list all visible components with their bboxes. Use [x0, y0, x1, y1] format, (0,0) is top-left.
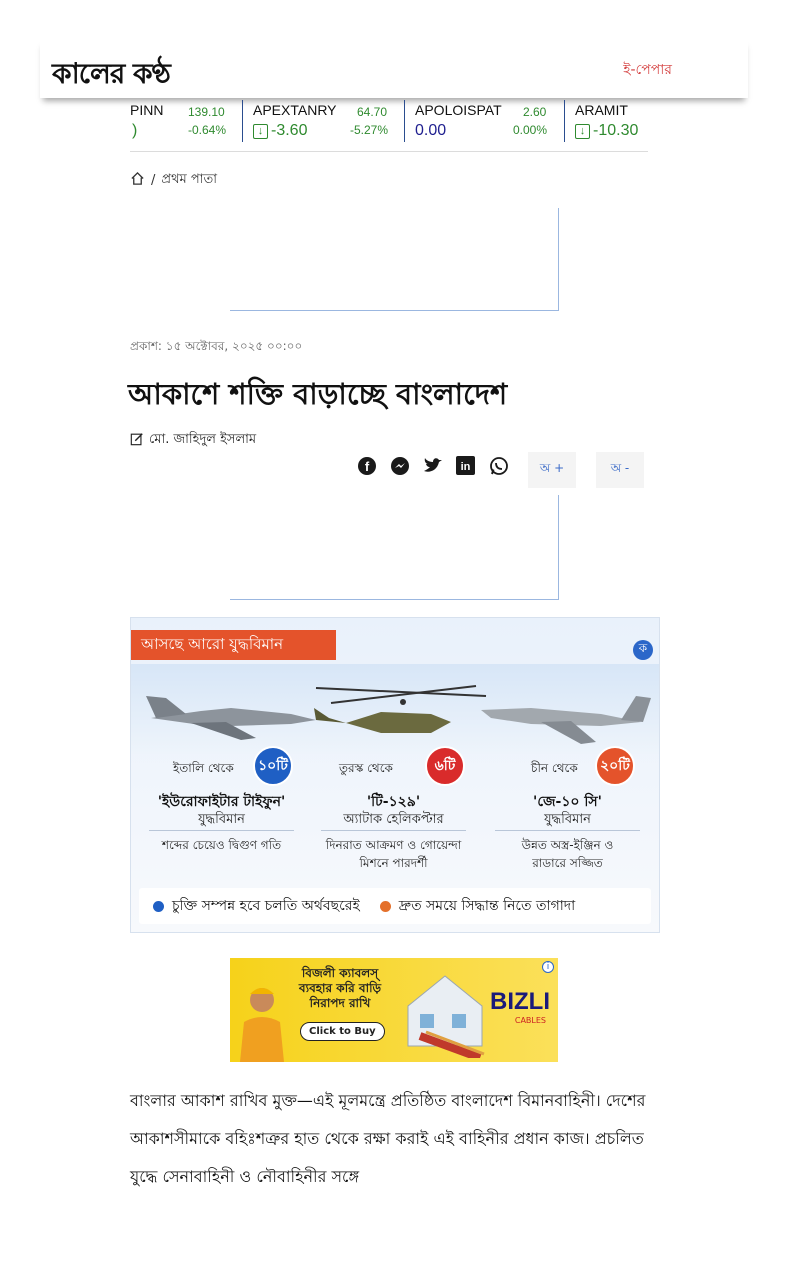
author-line: [130, 430, 256, 451]
ad-brand: BIZLI: [490, 988, 550, 1015]
home-icon[interactable]: [130, 171, 145, 190]
aircraft-feature: দিনরাত আক্রমণ ও গোয়েন্দা মিশনে পারদর্শী: [325, 838, 462, 870]
ticker-divider: [404, 100, 405, 142]
aircraft-feature: শব্দের চেয়েও দ্বিগুণ গতি: [161, 838, 282, 852]
stock-ticker: [130, 98, 648, 152]
arrow-down-icon: ↓: [575, 124, 590, 139]
quantity-badge: ৬টি: [425, 746, 465, 786]
epaper-link[interactable]: ই-পেপার: [623, 62, 672, 78]
ticker-item[interactable]: [415, 98, 565, 148]
aircraft-type: যুদ্ধবিমান: [544, 812, 591, 827]
breadcrumb-separator: /: [151, 173, 156, 188]
click-to-buy-button[interactable]: Click to Buy: [300, 1022, 385, 1041]
ticker-item[interactable]: [575, 98, 648, 148]
ticker-divider: [242, 100, 243, 142]
source-country: চীন থেকে: [531, 761, 578, 775]
bizli-cables-ad[interactable]: [230, 958, 558, 1062]
publish-date: প্রকাশ: ১৫ অক্টোবর, ২০২৫ ০০:০০: [130, 339, 303, 353]
article-headline: আকাশে শক্তি বাড়াচ্ছে বাংলাদেশ: [128, 377, 508, 411]
edit-icon: [130, 432, 144, 450]
author-name[interactable]: মো. জাহিদুল ইসলাম: [149, 432, 257, 447]
quantity-badge: ২০টি: [595, 746, 635, 786]
svg-text:f: f: [364, 458, 369, 474]
ticker-percent: -5.27%: [350, 123, 389, 137]
facebook-icon[interactable]: [356, 455, 377, 476]
source-country: ইতালি থেকে: [173, 761, 234, 775]
article-infographic: [130, 617, 660, 933]
ticker-change: -3.60: [271, 122, 308, 139]
orange-dot-icon: [380, 901, 391, 912]
breadcrumb: [130, 170, 217, 191]
ticker-percent: 0.00%: [513, 123, 548, 137]
font-increase-button[interactable]: অ +: [528, 452, 576, 488]
aircraft-feature: উন্নত অস্ত্র-ইঞ্জিন ও রাডারে সজ্জিত: [521, 838, 614, 870]
ad-info-icon[interactable]: i: [542, 961, 554, 973]
t129-helicopter-icon: [314, 686, 486, 733]
aircraft-name: 'টি-১২৯': [366, 794, 421, 810]
infographic-footer: [139, 888, 651, 924]
ticker-change: -10.30: [593, 122, 639, 139]
ticker-change: ): [132, 122, 138, 139]
ticker-price: 2.60: [523, 105, 547, 119]
linkedin-icon[interactable]: [455, 455, 476, 476]
ticker-price: 64.70: [357, 105, 388, 119]
aircraft-name: 'জে-১০ সি': [533, 794, 602, 810]
aircraft-name: 'ইউরোফাইটার টাইফুন': [157, 794, 286, 810]
ad-placeholder: [230, 495, 559, 600]
column-divider: [495, 830, 640, 831]
ticker-change: 0.00: [415, 122, 447, 139]
aircraft-type: অ্যাটাক হেলিকপ্টার: [343, 812, 444, 827]
arrow-down-icon: ↓: [253, 124, 268, 139]
svg-text:in: in: [460, 461, 471, 473]
footer-note-left: চুক্তি সম্পন্ন হবে চলতি অর্থবছরেই: [172, 898, 360, 914]
ticker-symbol: PINN: [130, 102, 164, 118]
ticker-item[interactable]: [253, 98, 403, 148]
infographic-column-j10c: [485, 730, 650, 872]
breadcrumb-home[interactable]: প্রথম পাতা: [161, 172, 217, 187]
infographic-banner: আসছে আরো যুদ্ধবিমান: [131, 630, 336, 660]
source-country: তুরস্ক থেকে: [339, 761, 393, 775]
whatsapp-icon[interactable]: [488, 455, 509, 476]
aircraft-type: যুদ্ধবিমান: [198, 812, 245, 827]
ticker-symbol: APEXTANRY: [253, 102, 337, 118]
ticker-change-wrap: [575, 122, 638, 140]
ticker-price: 139.10: [188, 105, 225, 119]
ad-placeholder: [230, 208, 559, 311]
kalerkantho-logo-icon: ক: [633, 640, 653, 660]
infographic-column-t129: [311, 730, 476, 872]
blue-dot-icon: [153, 901, 164, 912]
ticker-change-wrap: [253, 122, 307, 140]
article-paragraph: বাংলার আকাশ রাখিব মুক্ত—এই মূলমন্ত্রে প্রতিষ্ঠিত বাংলাদেশ বিমানবাহিনী। দেশের আকাশসীমাকে বহিঃশত্রুর হাত থেকে রক্ষা করাই এই বাহিনীর প্রধান কাজ। প্রচলিত যুদ্ধে সেনাবাহিনী ও নৌবাহিনীর সঙ্গে: [130, 1091, 646, 1186]
font-decrease-button[interactable]: অ -: [596, 452, 644, 488]
twitter-icon[interactable]: [422, 455, 443, 476]
ad-tagline: বিজলী ক্যাবলস্ ব্যবহার করি বাড়ি নিরাপদ রাখি: [298, 966, 382, 1010]
ad-person-illustration: [232, 978, 292, 1062]
ticker-divider: [564, 100, 565, 142]
messenger-icon[interactable]: [389, 455, 410, 476]
ad-brand-sub: CABLES: [514, 1016, 546, 1025]
ticker-symbol: ARAMIT: [575, 102, 628, 118]
share-bar: [356, 455, 509, 476]
site-header: [40, 38, 748, 98]
ticker-percent: -0.64%: [188, 123, 227, 137]
ticker-item[interactable]: [130, 98, 240, 148]
quantity-badge: ১০টি: [253, 746, 293, 786]
column-divider: [149, 830, 294, 831]
column-divider: [321, 830, 466, 831]
infographic-column-typhoon: [139, 730, 304, 872]
footer-note-right: দ্রুত সময়ে সিদ্ধান্ত নিতে তাগাদা: [398, 898, 576, 914]
house-cable-illustration: [400, 966, 490, 1058]
ticker-symbol: APOLOISPAT: [415, 102, 502, 118]
site-logo[interactable]: কালের কণ্ঠ: [52, 57, 170, 90]
